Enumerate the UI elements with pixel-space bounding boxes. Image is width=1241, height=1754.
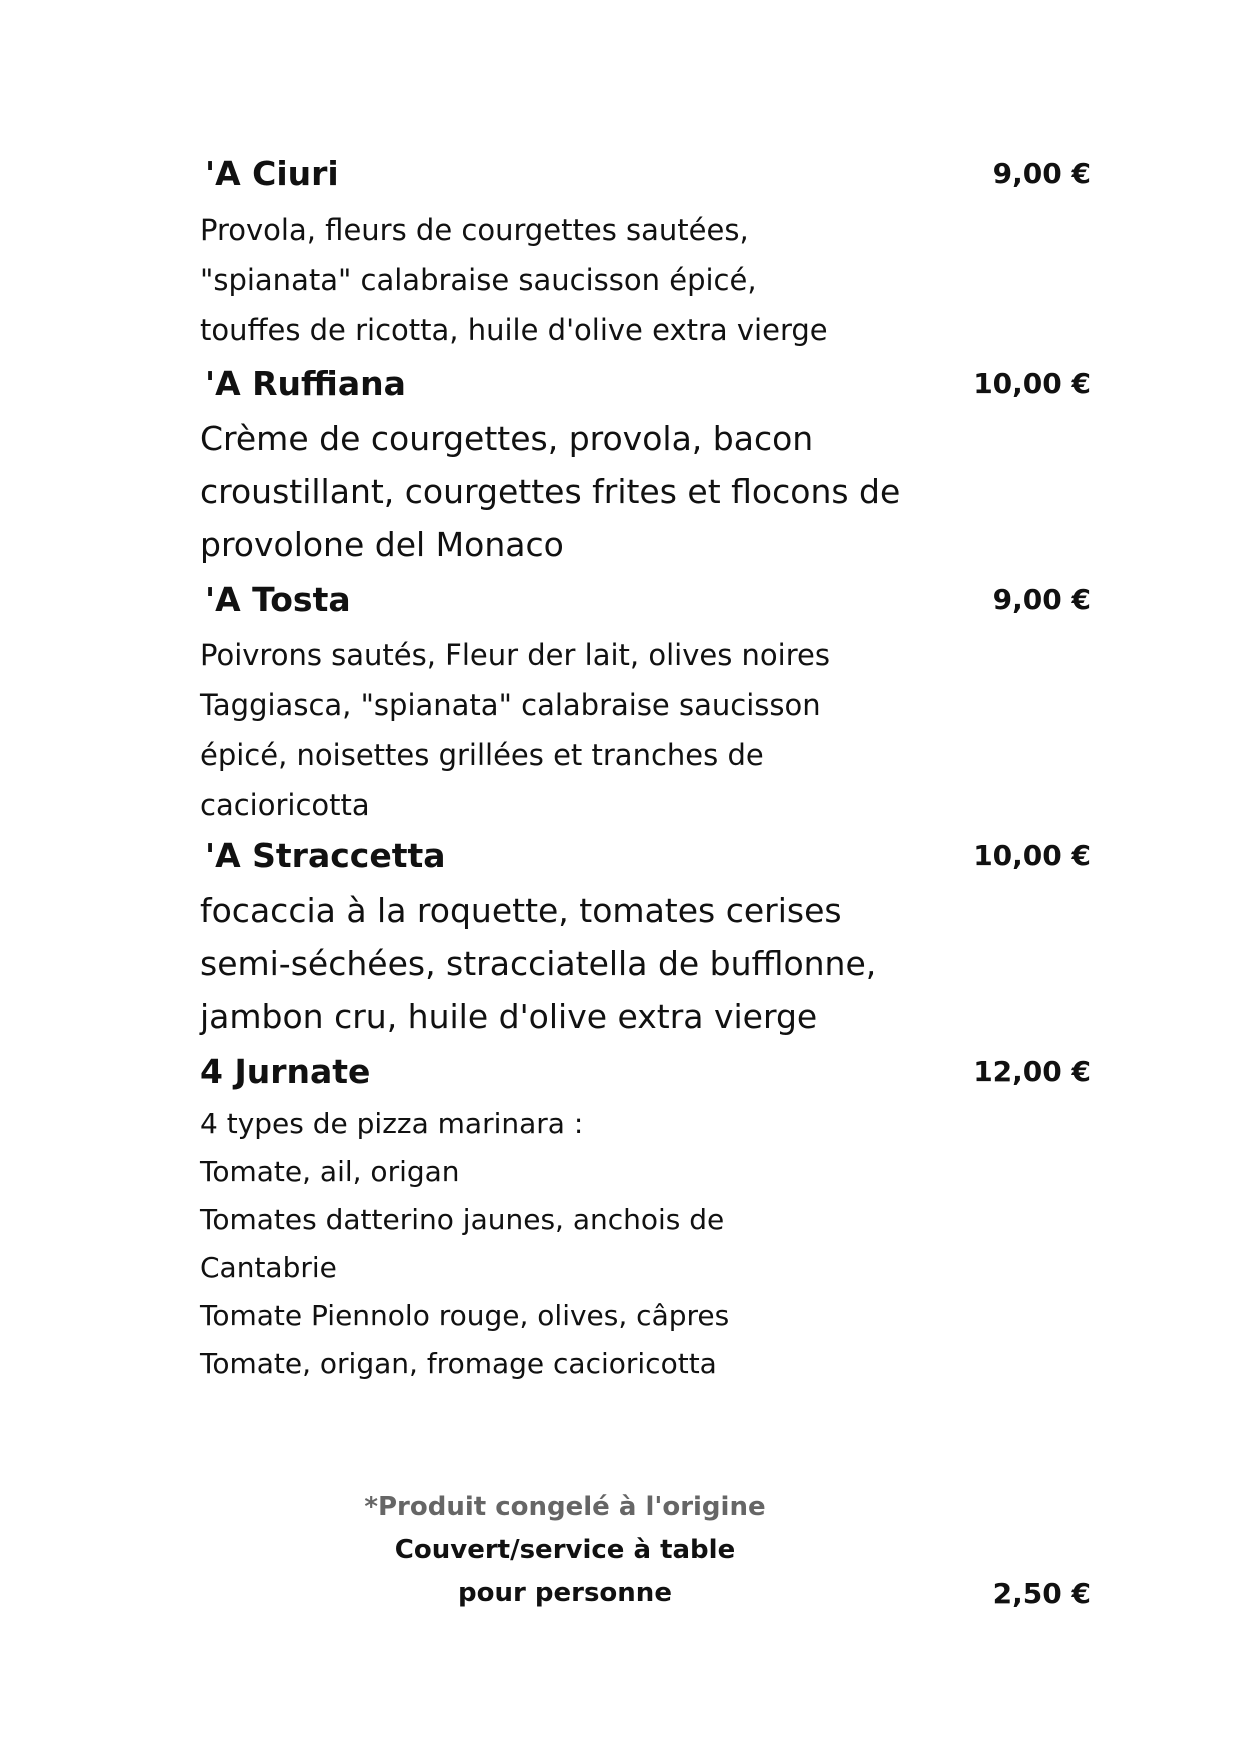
description-line: Tomate, ail, origan — [200, 1155, 460, 1188]
description-line: touffes de ricotta, huile d'olive extra vierge — [200, 313, 828, 347]
item-price: 10,00 € — [973, 839, 1091, 872]
item-description — [200, 1100, 729, 1388]
description-line: Tomates datterino jaunes, anchois de — [200, 1203, 725, 1236]
description-line: Poivrons sautés, Fleur der lait, olives noires — [200, 638, 830, 672]
item-name: 'A Ciuri — [205, 154, 339, 193]
service-charge-label: Couvert/service à table — [394, 1535, 736, 1565]
service-charge-price: 2,50 € — [992, 1577, 1091, 1610]
item-description — [200, 205, 828, 355]
item-description — [200, 412, 900, 571]
item-price: 9,00 € — [992, 583, 1091, 616]
description-line: Provola, fleurs de courgettes sautées, — [200, 213, 749, 247]
frozen-product-note: *Produit congelé à l'origine — [364, 1492, 766, 1522]
item-name: 4 Jurnate — [200, 1052, 371, 1091]
item-name: 'A Tosta — [205, 580, 351, 619]
item-price: 9,00 € — [992, 157, 1091, 190]
description-line: épicé, noisettes grillées et tranches de — [200, 738, 764, 772]
description-line: Tomate Piennolo rouge, olives, câpres — [200, 1299, 730, 1332]
item-name: 'A Straccetta — [205, 836, 446, 875]
description-line: cacioricotta — [200, 788, 370, 822]
description-line: Taggiasca, "spianata" calabraise saucisson — [200, 688, 821, 722]
description-line: Tomate, origan, fromage cacioricotta — [200, 1347, 717, 1380]
description-line: semi-séchées, stracciatella de bufflonne, — [200, 944, 877, 983]
description-line: croustillant, courgettes frites et flocons de — [200, 472, 901, 511]
description-line: 4 types de pizza marinara : — [200, 1107, 584, 1140]
item-price: 12,00 € — [973, 1055, 1091, 1088]
description-line: Cantabrie — [200, 1251, 337, 1284]
description-line: jambon cru, huile d'olive extra vierge — [200, 997, 818, 1036]
item-name: 'A Ruffiana — [205, 364, 406, 403]
service-charge-label-per-person: pour personne — [458, 1578, 672, 1608]
description-line: Crème de courgettes, provola, bacon — [200, 419, 814, 458]
description-line: focaccia à la roquette, tomates cerises — [200, 891, 842, 930]
item-description — [200, 630, 830, 830]
description-line: "spianata" calabraise saucisson épicé, — [200, 263, 757, 297]
description-line: provolone del Monaco — [200, 525, 564, 564]
item-description — [200, 884, 876, 1043]
item-price: 10,00 € — [973, 367, 1091, 400]
